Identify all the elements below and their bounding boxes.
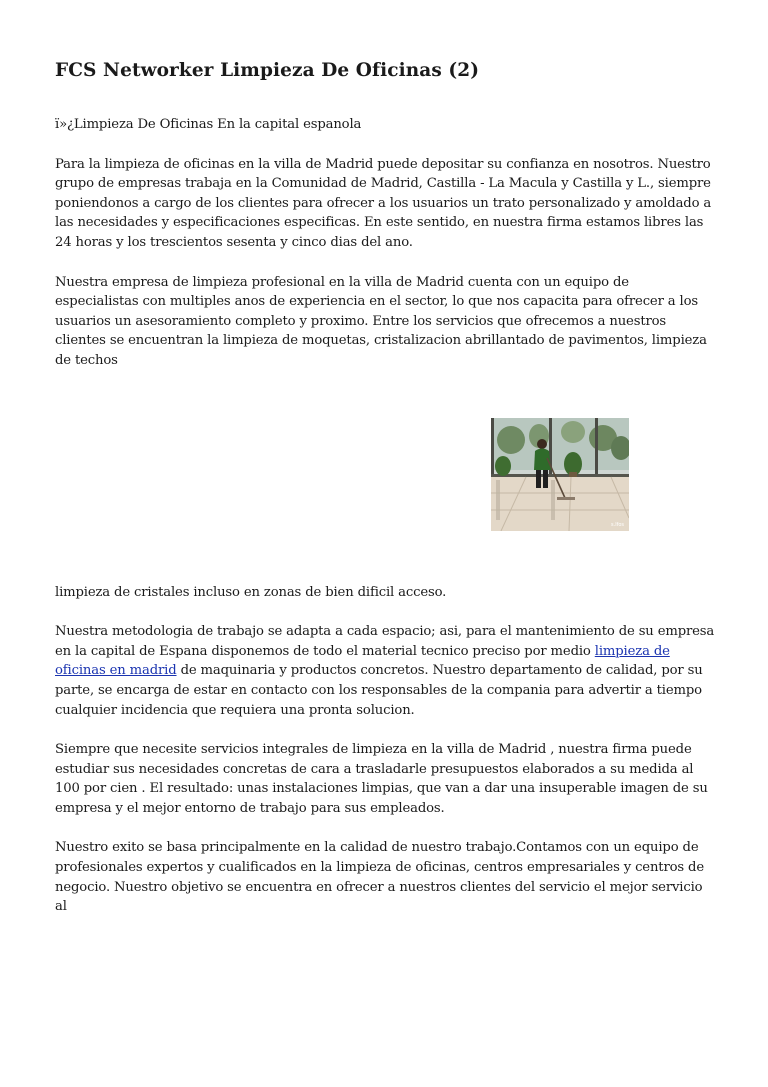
methodology-text-before-link: Nuestra metodologia de trabajo se adapta a cada espacio; asi, para el mantenimiento de su empresa en la capital de Espana disponemos de todo el material tecnico preciso por medio [55,624,715,659]
paragraph-methodology [55,622,715,720]
photo-watermark: s.lfos [611,521,625,528]
paragraph-intro: Para la limpieza de oficinas en la villa de Madrid puede depositar su confianza en nosotros. Nuestro grupo de empresas trabaja en la Comunidad de Madrid, Castilla - La Macula y Castilla y L., siempre poniendonos a cargo de los clientes para ofrecer a los usuarios un trato personalizado y amoldado a las necesidades y especificaciones especificas. En este sentido, en nuestra firma estamos libres las 24 horas y los trescientos sesenta y cinco dias del ano. [55,156,712,250]
paragraph-success: Nuestro exito se basa principalmente en la calidad de nuestro trabajo.Contamos con un equipo de profesionales expertos y cualificados en la limpieza de oficinas, centros empresariales y centros de negocio. Nuestro objetivo se encuentra en ofrecer a nuestros clientes del servicio el mejor servicio al [55,840,704,915]
paragraph-services: Nuestra empresa de limpieza profesional en la villa de Madrid cuenta con un equipo de especialistas con multiples anos de experiencia en el sector, lo que nos capacita para ofrecer a los usuarios un asesoramiento completo y proximo. Entre los servicios que ofrecemos a nuestros clientes se encuentran la limpieza de moquetas, cristalizacion abrillantado de pavimentos, limpieza de techos [55,274,707,368]
cleaning-madrid-link[interactable]: limpieza de oficinas en madrid [55,643,670,679]
document-page [55,58,715,937]
methodology-text-after-link: de maquinaria y productos concretos. Nuestro departamento de calidad, por su parte, se encarga de estar en contacto con los responsables de la compania para advertir a tiempo cualquier incidencia que requiera una pronta solucion. [55,663,703,718]
page-title: FCS Networker Limpieza De Oficinas (2) [55,60,480,81]
photo-container [55,365,715,583]
document-subtitle: ï»¿Limpieza De Oficinas En la capital espanola [55,117,362,132]
paragraph-windows: limpieza de cristales incluso en zonas de bien dificil acceso. [55,584,447,600]
paragraph-integral-services: Siempre que necesite servicios integrales de limpieza en la villa de Madrid , nuestra firma puede estudiar sus necesidades concretas de cara a trasladarle presupuestos elaborados a su medida al 100 por cien . El resultado: unas instalaciones limpias, que van a dar una insuperable imagen de su empresa y el mejor entorno de trabajo para sus empleados. [55,742,708,816]
office-cleaning-photo [491,418,629,531]
